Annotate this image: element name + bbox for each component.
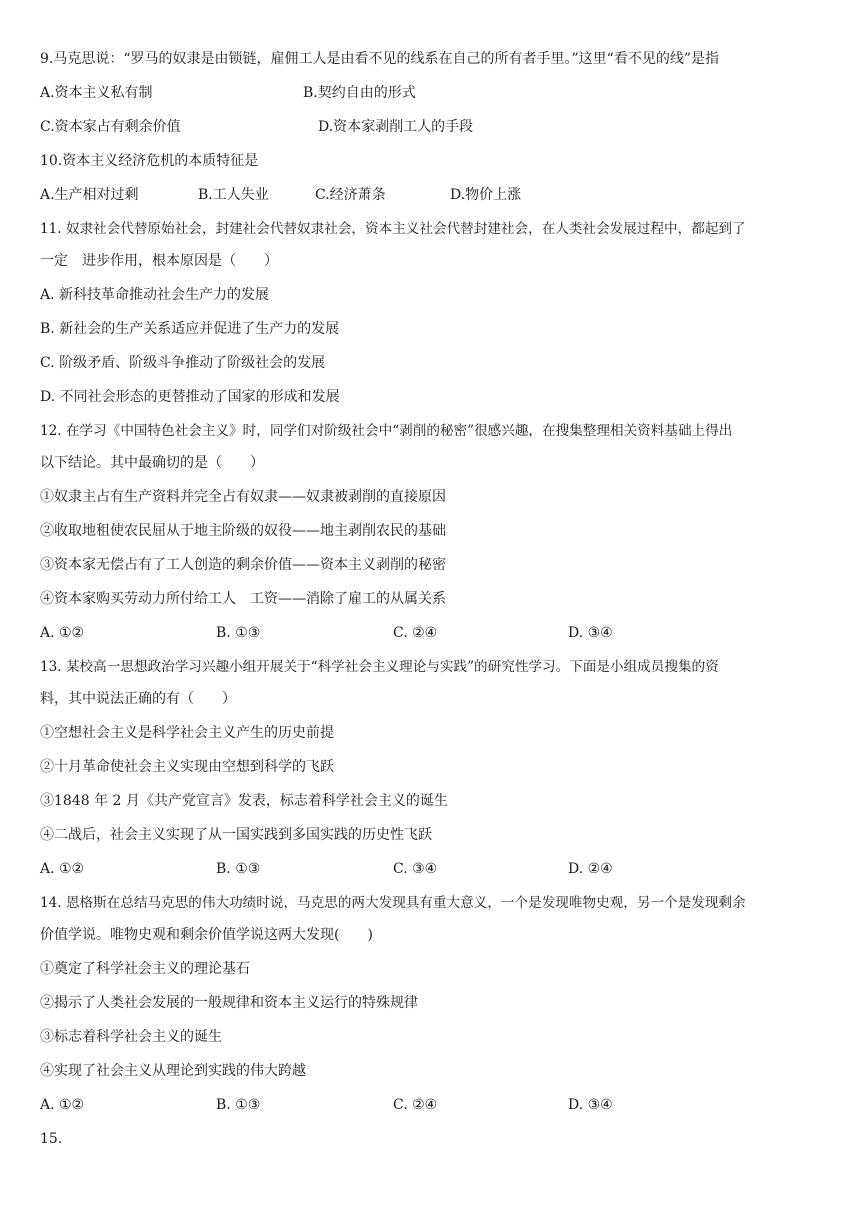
q9-option-a: A.资本主义私有制 xyxy=(40,85,153,101)
q13-option-d: D. ②④ xyxy=(568,861,613,877)
q14-stem-line1: 14. 恩格斯在总结马克思的伟大功绩时说，马克思的两大发现具有重大意义，一个是发现唯物史观，另一个是发现剩余 xyxy=(40,895,746,911)
q9-option-b: B.契约自由的形式 xyxy=(303,85,416,101)
q14-statement-3: ③标志着科学社会主义的诞生 xyxy=(40,1029,222,1045)
q9-option-d: D.资本家剥削工人的手段 xyxy=(318,119,474,135)
q14-option-c: C. ②④ xyxy=(393,1097,438,1113)
q12-stem-line1: 12. 在学习《中国特色社会主义》时，同学们对阶级社会中“剥削的秘密”很感兴趣，在搜集整理相关资料基础上得出 xyxy=(40,423,733,439)
q12-option-c: C. ②④ xyxy=(393,625,438,641)
q13-statement-4: ④二战后，社会主义实现了从一国实践到多国实践的历史性飞跃 xyxy=(40,827,432,843)
q12-option-b: B. ①③ xyxy=(216,625,261,641)
q13-statement-2: ②十月革命使社会主义实现由空想到科学的飞跃 xyxy=(40,759,334,775)
q14-option-b: B. ①③ xyxy=(216,1097,261,1113)
q11-option-a: A. 新科技革命推动社会生产力的发展 xyxy=(40,287,270,303)
q14-statement-2: ②揭示了人类社会发展的一般规律和资本主义运行的特殊规律 xyxy=(40,995,418,1011)
q14-option-a: A. ①② xyxy=(40,1097,85,1113)
q12-statement-1: ①奴隶主占有生产资料并完全占有奴隶——奴隶被剥削的直接原因 xyxy=(40,489,446,505)
q11-option-d: D. 不同社会形态的更替推动了国家的形成和发展 xyxy=(40,389,340,405)
q14-statement-4: ④实现了社会主义从理论到实践的伟大跨越 xyxy=(40,1063,306,1079)
q10-option-b: B.工人失业 xyxy=(198,187,269,203)
q14-stem-line2: 价值学说。唯物史观和剩余价值学说这两大发现( ) xyxy=(40,927,373,943)
q9-option-c: C.资本家占有剩余价值 xyxy=(40,119,181,135)
q13-option-c: C. ③④ xyxy=(393,861,438,877)
q13-option-b: B. ①③ xyxy=(216,861,261,877)
q11-option-c: C. 阶级矛盾、阶级斗争推动了阶级社会的发展 xyxy=(40,355,326,371)
q14-option-d: D. ③④ xyxy=(568,1097,613,1113)
q10-option-d: D.物价上涨 xyxy=(450,187,522,203)
q14-statement-1: ①奠定了科学社会主义的理论基石 xyxy=(40,961,250,977)
q13-stem-line2: 料，其中说法正确的有（ ） xyxy=(40,691,236,707)
q13-statement-3: ③1848 年 2 月《共产党宣言》发表，标志着科学社会主义的诞生 xyxy=(40,793,448,809)
q10-stem: 10.资本主义经济危机的本质特征是 xyxy=(40,153,259,169)
q10-option-c: C.经济萧条 xyxy=(315,187,386,203)
q12-statement-2: ②收取地租使农民屈从于地主阶级的奴役——地主剥削农民的基础 xyxy=(40,523,446,539)
q12-option-d: D. ③④ xyxy=(568,625,613,641)
q12-stem-line2: 以下结论。其中最确切的是（ ） xyxy=(40,455,264,471)
q12-statement-3: ③资本家无偿占有了工人创造的剩余价值——资本主义剥削的秘密 xyxy=(40,557,446,573)
q11-stem-line2: 一定 进步作用，根本原因是（ ） xyxy=(40,253,278,269)
q11-option-b: B. 新社会的生产关系适应并促进了生产力的发展 xyxy=(40,321,340,337)
q12-statement-4: ④资本家购买劳动力所付给工人 工资——消除了雇工的从属关系 xyxy=(40,591,446,607)
q13-stem-line1: 13. 某校高一思想政治学习兴趣小组开展关于“科学社会主义理论与实践”的研究性学习。下面是小组成员搜集的资 xyxy=(40,659,719,675)
q13-statement-1: ①空想社会主义是科学社会主义产生的历史前提 xyxy=(40,725,334,741)
q15-stem: 15. xyxy=(40,1131,63,1147)
q10-option-a: A.生产相对过剩 xyxy=(40,187,139,203)
q13-option-a: A. ①② xyxy=(40,861,85,877)
q9-stem: 9.马克思说：“罗马的奴隶是由锁链，雇佣工人是由看不见的线系在自己的所有者手里。”这里“看不见的线”是指 xyxy=(40,51,719,67)
q11-stem-line1: 11. 奴隶社会代替原始社会，封建社会代替奴隶社会，资本主义社会代替封建社会，在人类社会发展过程中，都起到了 xyxy=(40,221,746,237)
q12-option-a: A. ①② xyxy=(40,625,85,641)
